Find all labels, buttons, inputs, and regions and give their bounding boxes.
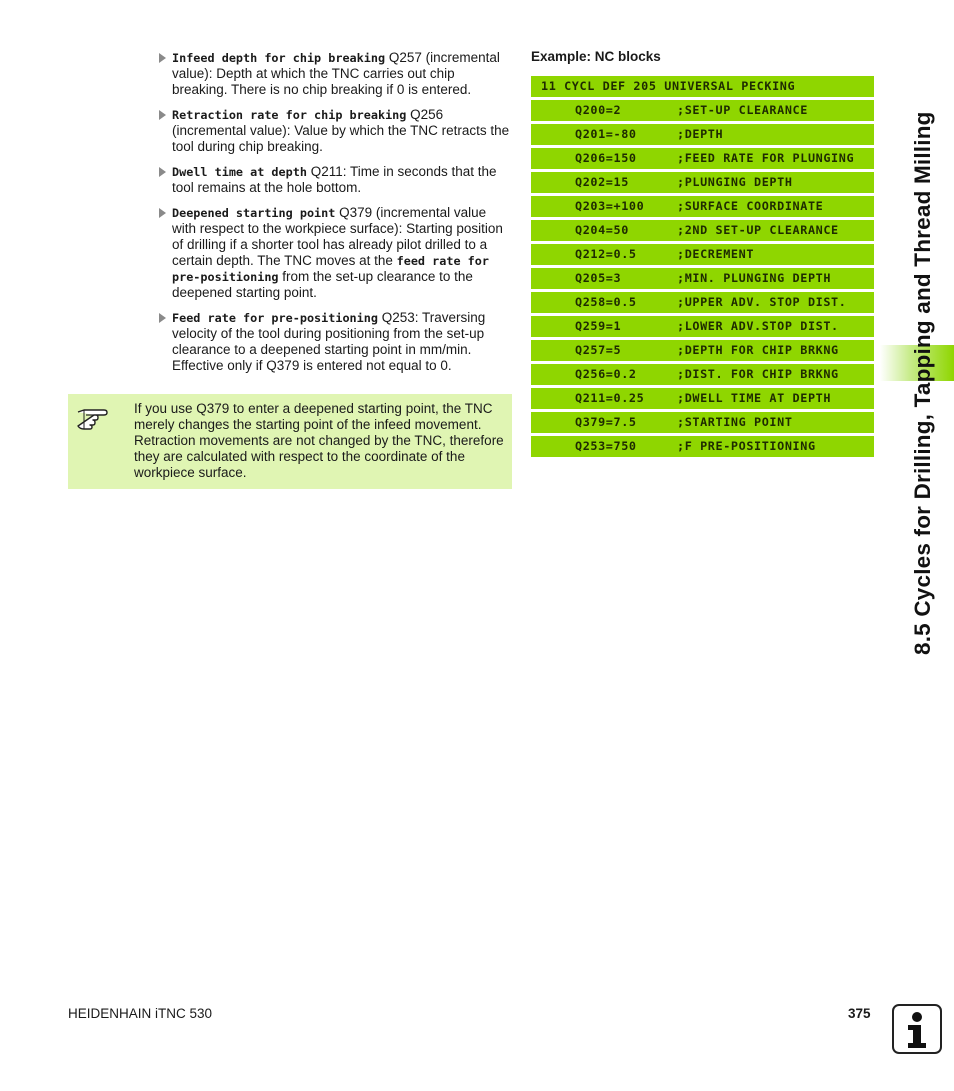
info-icon [892, 1004, 942, 1054]
note-text: If you use Q379 to enter a deepened starting point, the TNC merely changes the starting point of the infeed movement. Retraction movements are not changed by the TNC, therefore they are calculated with respect to the coordinate of the workpiece surface. [134, 401, 504, 480]
nc-param: Q202=15 [575, 175, 629, 189]
nc-row [531, 148, 874, 169]
nc-comment: ;PLUNGING DEPTH [677, 175, 793, 189]
param-description: Q253: Traversing velocity of the tool during positioning from the set-up clearance to a deepened starting point in mm/min. Effective only if Q379 is entered not equal to 0. [172, 310, 486, 373]
nc-row [531, 196, 874, 217]
param-label: Dwell time at depth [172, 165, 307, 179]
bullet-arrow-icon [159, 313, 166, 323]
param-infeed-depth [158, 50, 510, 98]
param-description: Q256 (incremental value): Value by which the TNC retracts the tool during chip breaking. [172, 107, 510, 154]
param-label: Feed rate for pre-positioning [172, 311, 378, 325]
nc-comment: ;SURFACE COORDINATE [677, 199, 824, 213]
param-label: Deepened starting point [172, 206, 336, 220]
param-description: Q257 (incremental value): Depth at which the TNC carries out chip breaking. There is no chip breaking if 0 is entered. [172, 50, 500, 97]
param-label: Retraction rate for chip breaking [172, 108, 407, 122]
nc-row [531, 244, 874, 265]
info-glyph-icon [894, 1006, 940, 1052]
nc-row [531, 364, 874, 385]
nc-param: Q212=0.5 [575, 247, 637, 261]
nc-param: Q200=2 [575, 103, 622, 117]
nc-comment: ;DIST. FOR CHIP BRKNG [677, 367, 839, 381]
nc-param: Q259=1 [575, 319, 622, 333]
pointing-hand-icon [76, 402, 110, 430]
parameter-list [158, 50, 510, 383]
param-label: Infeed depth for chip breaking [172, 51, 386, 65]
footer-manual-name: HEIDENHAIN iTNC 530 [68, 1006, 213, 1021]
nc-row [531, 268, 874, 289]
nc-comment: ;F PRE-POSITIONING [677, 439, 816, 453]
nc-row [531, 436, 874, 457]
bullet-arrow-icon [159, 53, 166, 63]
nc-param: Q258=0.5 [575, 295, 637, 309]
nc-param: Q256=0.2 [575, 367, 637, 381]
chapter-title: 8.5 Cycles for Drilling, Tapping and Thread Milling [910, 111, 935, 655]
param-dwell-time [158, 164, 510, 196]
nc-row [531, 316, 874, 337]
nc-param: Q211=0.25 [575, 391, 645, 405]
param-deepened-start [158, 205, 510, 301]
nc-comment: ;LOWER ADV.STOP DIST. [677, 319, 839, 333]
nc-comment: ;MIN. PLUNGING DEPTH [677, 271, 832, 285]
page-number: 375 [848, 1006, 871, 1021]
nc-comment: ;SET-UP CLEARANCE [677, 103, 808, 117]
nc-param: Q201=-80 [575, 127, 637, 141]
nc-row [531, 412, 874, 433]
bullet-arrow-icon [159, 208, 166, 218]
nc-comment: ;2ND SET-UP CLEARANCE [677, 223, 839, 237]
nc-param: Q206=150 [575, 151, 637, 165]
nc-row [531, 124, 874, 145]
nc-param: Q205=3 [575, 271, 622, 285]
nc-row [531, 100, 874, 121]
nc-comment: ;DEPTH [677, 127, 724, 141]
nc-param: Q203=+100 [575, 199, 645, 213]
nc-comment: ;DECREMENT [677, 247, 755, 261]
param-feed-prepositioning [158, 310, 510, 374]
nc-header-text: 11 CYCL DEF 205 UNIVERSAL PECKING [541, 79, 796, 93]
nc-comment: ;FEED RATE FOR PLUNGING [677, 151, 855, 165]
nc-header-row [531, 76, 874, 97]
nc-param: Q253=750 [575, 439, 637, 453]
example-title: Example: NC blocks [531, 49, 661, 64]
param-inline-label: feed rate for pre-positioning [172, 254, 489, 284]
nc-param: Q204=50 [575, 223, 629, 237]
param-description: Q379 (incremental value with respect to the workpiece surface): Starting position of drilling if a shorter tool has already pilot drilled to a certain depth. The TNC moves at the [172, 205, 503, 268]
nc-param: Q379=7.5 [575, 415, 637, 429]
param-description-continued: from the set-up clearance to the deepened starting point. [172, 269, 473, 300]
nc-row [531, 340, 874, 361]
nc-block-list [531, 76, 874, 460]
nc-row [531, 220, 874, 241]
nc-comment: ;DWELL TIME AT DEPTH [677, 391, 832, 405]
note-box [68, 394, 512, 489]
bullet-arrow-icon [159, 167, 166, 177]
nc-row [531, 292, 874, 313]
param-description: Q211: Time in seconds that the tool remains at the hole bottom. [172, 164, 497, 195]
nc-param: Q257=5 [575, 343, 622, 357]
param-retraction-rate [158, 107, 510, 155]
nc-comment: ;UPPER ADV. STOP DIST. [677, 295, 847, 309]
nc-row [531, 388, 874, 409]
nc-comment: ;STARTING POINT [677, 415, 793, 429]
nc-comment: ;DEPTH FOR CHIP BRKNG [677, 343, 839, 357]
nc-row [531, 172, 874, 193]
bullet-arrow-icon [159, 110, 166, 120]
